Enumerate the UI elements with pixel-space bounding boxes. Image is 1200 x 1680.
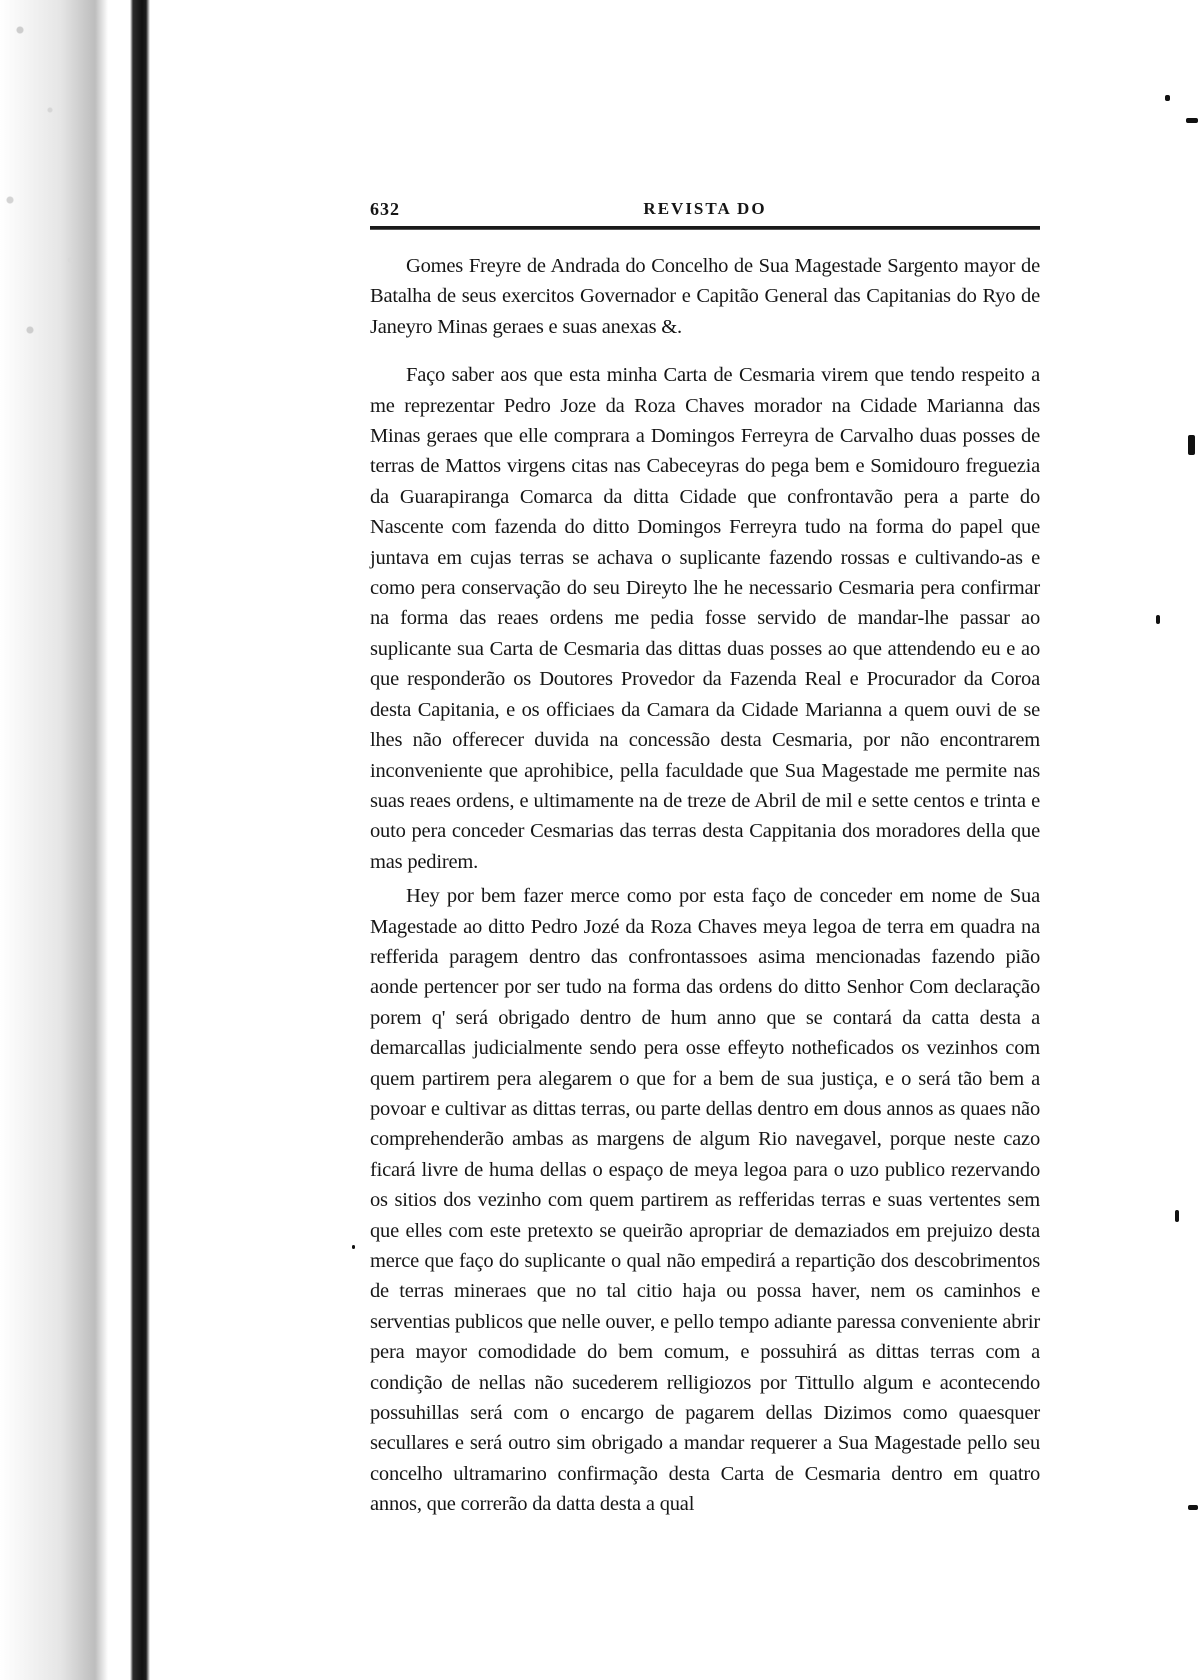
- scan-mark: [1186, 118, 1198, 123]
- header-rule: [370, 226, 1040, 230]
- scan-mark: [352, 1245, 355, 1249]
- paragraph-heading-address: Gomes Freyre de Andrada do Concelho de Sua Magestade Sargento mayor de Batalha de seus exercitos Governador e Capitão General das Capitanias do Ryo de Janeyro Minas geraes e suas anexas &.: [370, 255, 1040, 338]
- book-page: [370, 195, 1040, 1538]
- paragraph-petition: Faço saber aos que esta minha Carta de Cesmaria virem que tendo respeito a me reprezentar Pedro Joze da Roza Chaves morador na Cidade Marianna das Minas geraes que elle comprara a Domingos Ferreyra de Carvalho duas posses de terras de Mattos virgens citas nas Cabeceyras do pega bem e Somidouro freguezia da Guarapiranga Comarca da ditta Cidade que confrontavão pera a parte do Nascente com fazenda do ditto Domingos Ferreyra tudo na forma do papel que juntava em cujas terras se achava o suplicante fazendo rossas e cultivando-as e como pera conservação do seu Direyto lhe he necessario Cesmaria pera confirmar na forma das reaes ordens me pedia fosse servido de mandar-lhe passar ao suplicante sua Carta de Cesmaria das dittas duas posses ao que attendendo eu e ao que responderão os Doutores Provedor da Fazenda Real e Procurador da Coroa desta Capitania, e os officiaes da Camara da Cidade Marianna a quem ouvi de se lhes não offerecer duvida na concessão desta Cesmaria, por não encontrarem inconveniente que aprohibice, pella faculdade que Sua Magestade me permite nas suas reaes ordens, e ultimamente na de treze de Abril de mil e sette centos e trinta e outo pera conceder Cesmarias das terras desta Cappitania dos moradores della que mas pedirem.: [370, 364, 1040, 873]
- scan-mark: [1156, 615, 1160, 624]
- body-text: [370, 251, 1040, 1520]
- scan-speckle: [0, 0, 90, 380]
- running-head: [370, 195, 1040, 225]
- page-number: 632: [370, 199, 400, 219]
- scan-mark: [1188, 1505, 1198, 1510]
- scan-mark: [1175, 1210, 1179, 1222]
- running-head-title: REVISTA DO: [643, 199, 767, 218]
- scan-mark: [1165, 95, 1170, 101]
- scan-mark: [1188, 435, 1195, 455]
- paragraph-grant: Hey por bem fazer merce como por esta faço de conceder em nome de Sua Magestade ao ditto Pedro Jozé da Roza Chaves meya legoa de terra em quadra na refferida paragem dentro das confrontassoes asima mencionadas fazendo pião aonde pertencer por ser tudo na forma das ordens do ditto Senhor Com declaração porem q' será obrigado dentro de hum anno que se contará da catta desta a demarcallas judicialmente sendo pera osse effeyto notheficados os vezinhos com quem partirem pera alegarem o que for a bem de sua justiça, e o será tão bem a povoar e cultivar as dittas terras, ou parte dellas dentro em dous annos as quaes não comprehenderão ambas as margens de algum Rio navegavel, porque neste cazo ficará livre de huma dellas o espaço de meya legoa para o uzo publico rezervando os sitios dos vezinho com quem partirem as refferidas terras e suas vertentes sem que elles com este pretexto se queirão apropriar de demaziados em prejuizo desta merce que faço do suplicante o qual não empedirá a repartição dos descobrimentos de terras mineraes que no tal citio haja ou possa haver, nem os caminhos e serventias publicos que nelle ouver, e pello tempo adiante paressa conveniente abrir pera mayor comodidade do bem comum, e possuhirá as dittas terras com a condição de nellas não sucederem relligiozos por Tittullo algum e acontecendo possuhillas será com o encargo de pagarem dellas Dizimos como quaesquer secullares e será outro sim obrigado a mandar requerer a Sua Magestade pello seu concelho ultramarino confirmação desta Carta de Cesmaria dentro em quatro annos, que correrão da datta desta a qual: [370, 885, 1041, 1516]
